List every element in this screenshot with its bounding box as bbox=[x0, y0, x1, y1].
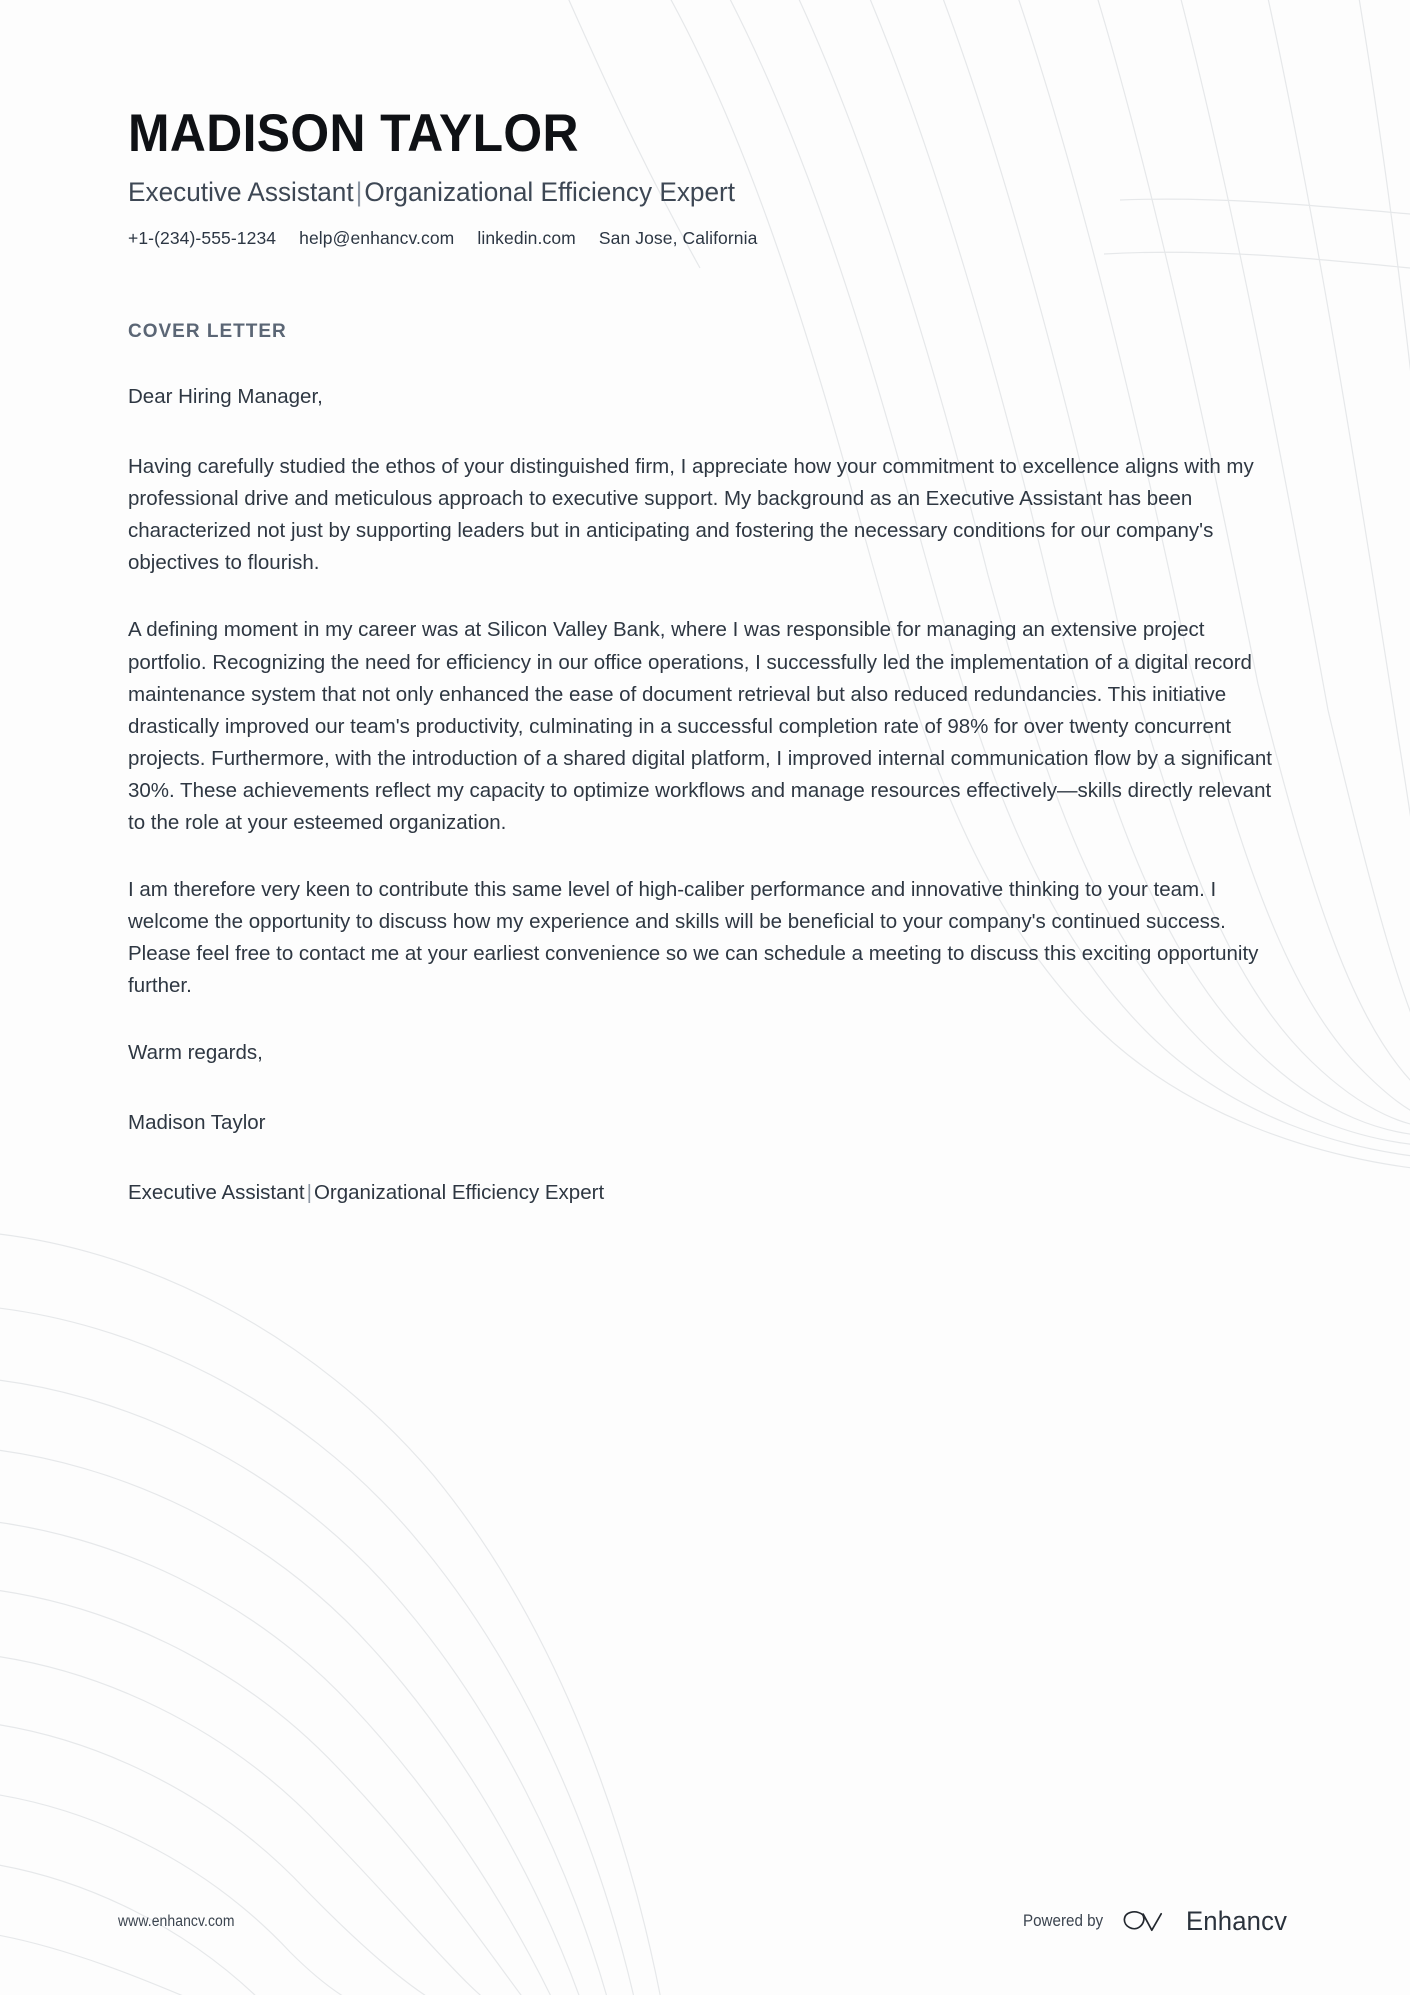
signature-role-secondary: Organizational Efficiency Expert bbox=[313, 1180, 605, 1204]
body-paragraph-3: I am therefore very keen to contribute this same level of high-caliber performance and innovative thinking to your team. I welcome the opportunity to discuss how my experience and skills will be beneficial to your company's continued success. Please feel free to contact me at your earliest convenience so we can schedule a meeting to discuss this exciting opportunity further. bbox=[128, 878, 1259, 998]
contact-location: San Jose, California bbox=[598, 228, 758, 249]
signature-name: Madison Taylor bbox=[128, 1111, 266, 1135]
candidate-title-secondary: Organizational Efficiency Expert bbox=[364, 176, 736, 207]
body-paragraph-2: A defining moment in my career was at Silicon Valley Bank, where I was responsible for managing an extensive project portfolio. Recognizing the need for efficiency in our office operations, I successfully led the implementation of a digital record maintenance system that not only enhanced the ease of document retrieval but also reduced redundancies. This initiative drastically improved our team's productivity, culminating in a successful completion rate of 98% for over twenty concurrent projects. Furthermore, with the introduction of a shared digital platform, I improved internal communication flow by a significant 30%. These achievements reflect my capacity to optimize workflows and manage resources effectively—skills directly relevant to the role at your esteemed organization. bbox=[128, 618, 1272, 834]
signature-role-primary: Executive Assistant bbox=[128, 1180, 305, 1204]
candidate-title bbox=[128, 176, 1247, 210]
title-divider: | bbox=[355, 176, 363, 207]
enhancv-brand-name: Enhancv bbox=[1185, 1906, 1287, 1936]
page-footer bbox=[0, 1906, 1410, 1937]
candidate-title-primary: Executive Assistant bbox=[128, 176, 354, 207]
signature-role-divider: | bbox=[306, 1180, 312, 1204]
sign-off: Warm regards, bbox=[128, 1041, 263, 1065]
candidate-name: MADISON TAYLOR bbox=[128, 104, 579, 163]
body-paragraph-1: Having carefully studied the ethos of your distinguished firm, I appreciate how your commitment to excellence aligns with my professional drive and meticulous approach to executive support. My background as an Executive Assistant has been characterized not just by supporting leaders but in anticipating and fostering the necessary conditions for our company's objectives to flourish. bbox=[128, 455, 1254, 575]
enhancv-brand-lockup[interactable] bbox=[1121, 1906, 1292, 1937]
contact-row bbox=[128, 228, 1282, 249]
contact-phone[interactable]: +1-(234)-555-1234 bbox=[128, 228, 277, 249]
powered-by-label: Powered by bbox=[1023, 1912, 1104, 1930]
contact-linkedin[interactable]: linkedin.com bbox=[477, 228, 576, 249]
section-title-cover-letter: COVER LETTER bbox=[128, 321, 287, 343]
signature-role bbox=[128, 1177, 1282, 1209]
footer-brand-group bbox=[1016, 1906, 1292, 1937]
letter-header bbox=[128, 0, 1282, 249]
enhancv-logo-icon bbox=[1121, 1907, 1175, 1937]
salutation: Dear Hiring Manager, bbox=[128, 385, 323, 409]
footer-website-url[interactable]: www.enhancv.com bbox=[118, 1912, 235, 1930]
cover-letter-body bbox=[128, 321, 1282, 1208]
contact-email[interactable]: help@enhancv.com bbox=[299, 228, 455, 249]
